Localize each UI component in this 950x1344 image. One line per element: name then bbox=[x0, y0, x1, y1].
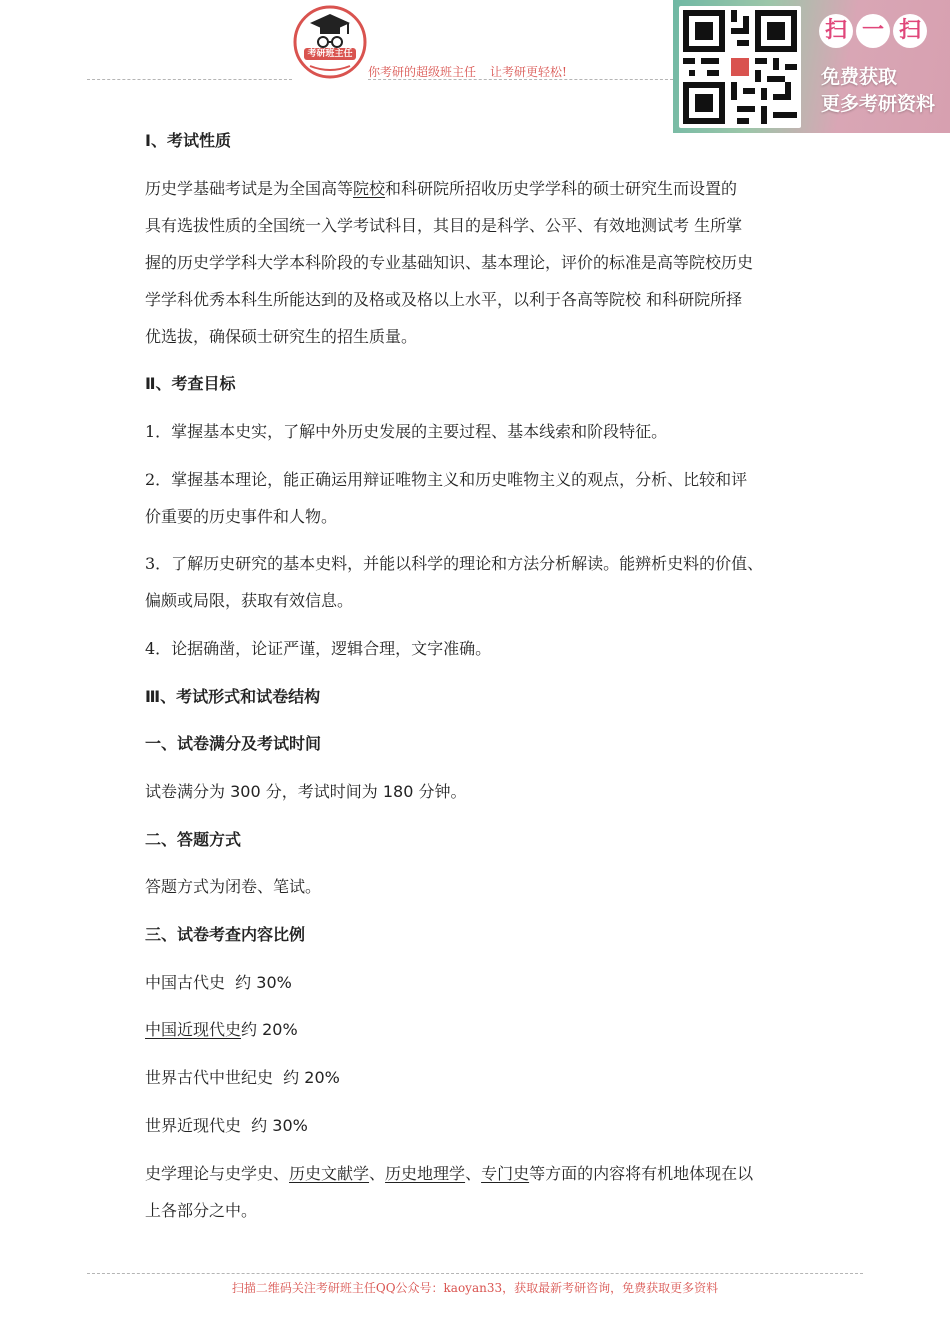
qr-code[interactable] bbox=[679, 6, 801, 128]
sep-2: 、 bbox=[465, 1164, 482, 1183]
ratio-row-3 bbox=[145, 1059, 810, 1096]
ratio-pct-2: 20% bbox=[262, 1020, 298, 1039]
ratio-label-3: 世界古代中世纪史 约 bbox=[145, 1068, 305, 1087]
subsection-2-title: 二、答题方式 bbox=[145, 830, 242, 849]
qr-promo-banner[interactable] bbox=[673, 0, 950, 133]
ratio-pct-4: 30% bbox=[272, 1116, 308, 1135]
answer-mode: 答题方式为闭卷、笔试。 bbox=[145, 877, 322, 896]
ratio-pct-1: 30% bbox=[256, 973, 292, 992]
exam-minutes: 180 bbox=[382, 782, 414, 801]
s1-line-5: 优选拔，确保硕士研究生的招生质量。 bbox=[145, 327, 418, 346]
link-modern-chinese-history[interactable]: 中国近现代史 bbox=[145, 1020, 242, 1039]
link-historical-documents[interactable]: 历史文献学 bbox=[289, 1164, 370, 1183]
link-yuanxiao[interactable]: 院校 bbox=[353, 179, 386, 198]
goal-3-a: 3．了解历史研究的基本史料，并能以科学的理论和方法分析解读。能辨析史料的价值、 bbox=[145, 554, 764, 573]
promo-line-2: 更多考研资料 bbox=[821, 93, 936, 115]
s1-line-1-b: 和科研院所招收历史学学科的硕士研究生而设置的 bbox=[385, 179, 738, 198]
score-mid: 分，考试时间为 bbox=[260, 782, 383, 801]
ratio-label-1: 中国古代史 约 bbox=[145, 973, 257, 992]
s1-line-3: 握的历史学学科大学本科阶段的专业基础知识、基本理论，评价的标准是高等院校历史 bbox=[145, 253, 754, 272]
footer-text: 扫描二维码关注考研班主任QQ公众号：kaoyan33，获取最新考研咨询，免费获取更多资料 bbox=[231, 1281, 719, 1295]
full-score: 300 bbox=[230, 782, 261, 801]
ratio-row-4 bbox=[145, 1107, 810, 1144]
brand-logo bbox=[292, 4, 368, 80]
slogan-2: 让考研更轻松! bbox=[490, 65, 567, 79]
scan-badge-1: 扫 bbox=[819, 14, 853, 48]
scan-badge-3: 扫 bbox=[893, 14, 927, 48]
logo-text: 考研班主任 bbox=[307, 49, 353, 59]
promo-line-1: 免费获取 bbox=[821, 66, 898, 88]
link-specialized-history[interactable]: 专门史 bbox=[481, 1164, 530, 1183]
goal-2-b: 价重要的历史事件和人物。 bbox=[145, 507, 338, 526]
goal-1: 1．掌握基本史实，了解中外历史发展的主要过程、基本线索和阶段特征。 bbox=[145, 422, 668, 441]
footer-rule bbox=[87, 1273, 863, 1274]
last-para-line-2: 上各部分之中。 bbox=[145, 1201, 258, 1220]
last-para-line-1 bbox=[145, 1155, 810, 1192]
scan-badges bbox=[819, 14, 927, 48]
slogan-1: 你考研的超级班主任 bbox=[368, 65, 477, 79]
goal-2-a: 2．掌握基本理论，能正确运用辩证唯物主义和历史唯物主义的观点，分析、比较和评 bbox=[145, 470, 748, 489]
subsection-1-title: 一、试卷满分及考试时间 bbox=[145, 734, 322, 753]
goal-3-b: 偏颇或局限，获取有效信息。 bbox=[145, 591, 354, 610]
s1-line-1 bbox=[145, 170, 810, 207]
ratio-row-2 bbox=[145, 1011, 810, 1048]
link-historical-geography[interactable]: 历史地理学 bbox=[385, 1164, 466, 1183]
scan-badge-2: 一 bbox=[856, 14, 890, 48]
ratio-row-1 bbox=[145, 964, 810, 1001]
score-time-line bbox=[145, 773, 810, 810]
last-b: 等方面的内容将有机地体现在以 bbox=[529, 1164, 754, 1183]
header-slogan bbox=[368, 63, 581, 80]
header-rule-left bbox=[87, 79, 292, 80]
s1-line-1-a: 历史学基础考试是为全国高等 bbox=[145, 179, 354, 198]
score-prefix: 试卷满分为 bbox=[145, 782, 231, 801]
sep-1: 、 bbox=[369, 1164, 386, 1183]
subsection-3-title: 三、试卷考查内容比例 bbox=[145, 925, 306, 944]
section-3-title: Ⅲ、考试形式和试卷结构 bbox=[145, 687, 321, 706]
section-1-title: Ⅰ、考试性质 bbox=[145, 131, 231, 150]
ratio-mid-2: 约 bbox=[241, 1020, 263, 1039]
s1-line-2: 具有选拔性质的全国统一入学考试科目，其目的是科学、公平、有效地测试考 生所掌 bbox=[145, 216, 743, 235]
qr-code-icon bbox=[683, 10, 797, 124]
ratio-pct-3: 20% bbox=[304, 1068, 340, 1087]
score-suffix: 分钟。 bbox=[413, 782, 467, 801]
section-2-title: Ⅱ、考查目标 bbox=[145, 374, 236, 393]
ratio-label-4: 世界近现代史 约 bbox=[145, 1116, 273, 1135]
s1-line-4: 学学科优秀本科生所能达到的及格或及格以上水平，以利于各高等院校 和科研院所择 bbox=[145, 290, 743, 309]
last-a: 史学理论与史学史、 bbox=[145, 1164, 290, 1183]
goal-4: 4．论据确凿，论证严谨，逻辑合理，文字准确。 bbox=[145, 639, 492, 658]
